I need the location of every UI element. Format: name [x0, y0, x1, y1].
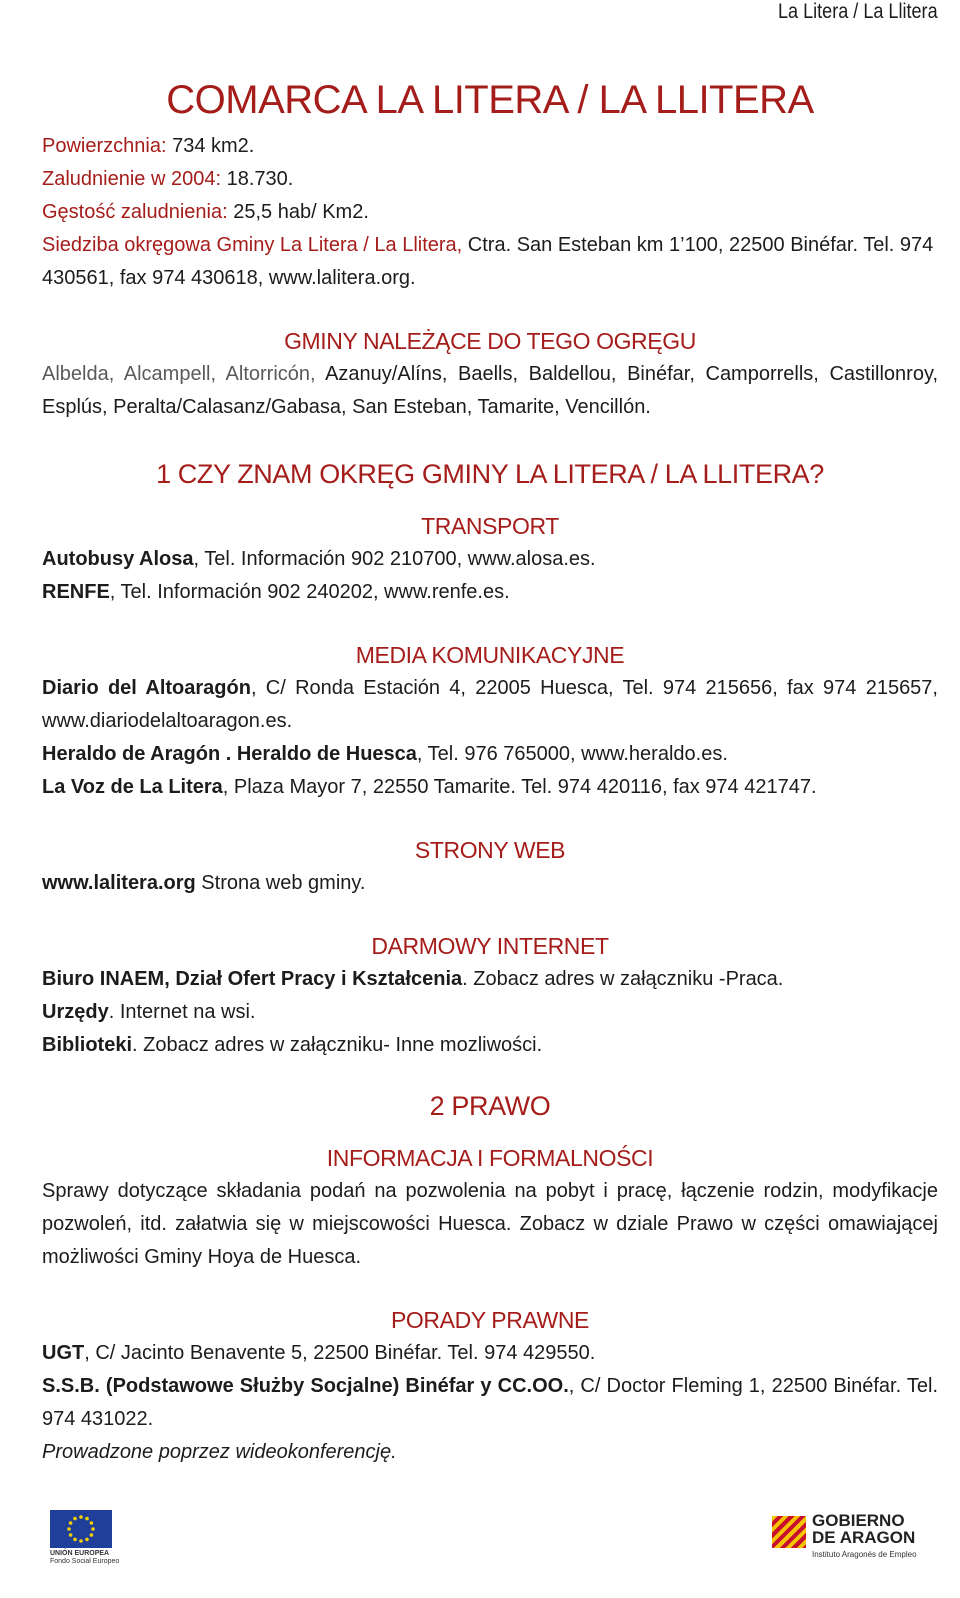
- legal-rest-2: , C/ Doctor Fleming 1, 22500 Binéfar. Tel. 974 431022.: [42, 1375, 939, 1430]
- transport-heading: TRANSPORT: [421, 513, 559, 539]
- media-name-1: Diario del Altoaragón: [42, 677, 251, 699]
- legal-name-2: S.S.B. (Podstawowe Służby Socjalne) Binéfar y CC.OO.: [42, 1375, 569, 1397]
- internet-name-2: Urzędy: [42, 1001, 109, 1023]
- internet-line-3: [42, 1029, 938, 1062]
- web-desc: Strona web gminy.: [195, 872, 366, 894]
- municipalities-list-grey: Albelda, Alcampell, Altorricón,: [42, 363, 316, 385]
- eu-line-1: UNIÓN EUROPEA: [50, 1550, 110, 1557]
- gov-line-2: DE ARAGON: [812, 1528, 916, 1547]
- internet-line-1: [42, 963, 938, 996]
- gobierno-aragon-text: [812, 1512, 915, 1546]
- media-heading: MEDIA KOMUNIKACYJNE: [355, 642, 625, 668]
- web-section: [42, 834, 938, 900]
- eu-flag-icon: [50, 1510, 112, 1548]
- gobierno-aragon-logo: [772, 1512, 934, 1568]
- running-header: La Litera / La Llitera: [778, 0, 938, 23]
- media-name-3: La Voz de La Litera: [42, 776, 223, 798]
- section2-heading: 2 PRAWO: [429, 1091, 551, 1121]
- page-title: COMARCA LA LITERA / LA LLITERA: [166, 78, 814, 122]
- internet-name-1: Biuro INAEM, Dział Ofert Pracy i Kształcenia: [42, 968, 463, 990]
- transport-line-2: [42, 576, 938, 609]
- legal-heading: PORADY PRAWNE: [390, 1307, 589, 1333]
- area-value: 734 km2.: [172, 135, 255, 157]
- transport-name-1: Autobusy Alosa: [42, 548, 194, 570]
- legal-line-2: [42, 1370, 938, 1436]
- media-rest-3: , Plaza Mayor 7, 22550 Tamarite. Tel. 974 420116, fax 974 421747.: [222, 776, 817, 798]
- web-line: [42, 867, 365, 900]
- media-line-2: [42, 738, 938, 771]
- media-line-3: [42, 771, 938, 804]
- section1-heading: 1 CZY ZNAM OKRĘG GMINY LA LITERA / LA LLITERA?: [156, 459, 824, 489]
- seat-line: [42, 229, 938, 295]
- internet-rest-1: . Zobacz adres w załączniku -Praca.: [462, 968, 784, 990]
- legal-note: Prowadzone poprzez wideokonferencję.: [42, 1441, 397, 1463]
- seat-value: Ctra. San Esteban km 1’100, 22500 Binéfar. Tel. 974 430561, fax 974 430618, www.lalitera.org.: [42, 234, 934, 289]
- media-rest-2: , Tel. 976 765000, www.heraldo.es.: [416, 743, 728, 765]
- transport-name-2: RENFE: [42, 581, 110, 603]
- density-label: Gęstość zaludnienia:: [42, 201, 228, 223]
- area-line: [42, 130, 938, 163]
- formalities-heading: INFORMACJA I FORMALNOŚCI: [326, 1145, 654, 1171]
- content: [42, 72, 938, 1469]
- population-label: Zaludnienie w 2004:: [42, 168, 222, 190]
- media-name-2: Heraldo de Aragón . Heraldo de Huesca: [42, 743, 417, 765]
- municipalities-heading: GMINY NALEŻĄCE DO TEGO OGRĘGU: [284, 328, 696, 354]
- eu-text: [50, 1550, 132, 1566]
- gov-line-1: GOBIERNO: [812, 1511, 905, 1530]
- eu-logo: [50, 1510, 132, 1566]
- transport-line-1: [42, 543, 938, 576]
- formalities-text: Sprawy dotyczące składania podań na pozwolenia na pobyt i pracę, łączenie rodzin, modyfikacje pozwoleń, itd. załatwia się w miejscowości Huesca. Zobacz w dziale Prawo w części omawiającej możliwości Gminy Hoya de Huesca.: [42, 1180, 938, 1268]
- legal-line-1: [42, 1337, 938, 1370]
- web-url: www.lalitera.org: [42, 872, 196, 894]
- area-label: Powierzchnia:: [42, 135, 167, 157]
- transport-rest-1: , Tel. Información 902 210700, www.alosa.es.: [193, 548, 596, 570]
- internet-name-3: Biblioteki: [42, 1034, 133, 1056]
- legal-rest-1: , C/ Jacinto Benavente 5, 22500 Binéfar. Tel. 974 429550.: [84, 1342, 596, 1364]
- gov-subtitle: Instituto Aragonés de Empleo: [812, 1550, 917, 1559]
- municipalities-list: [42, 358, 938, 424]
- legal-name-1: UGT: [42, 1342, 85, 1364]
- internet-heading: DARMOWY INTERNET: [371, 933, 609, 959]
- internet-line-2: [42, 996, 938, 1029]
- info-block: [42, 130, 938, 295]
- population-value: 18.730.: [226, 168, 294, 190]
- eu-line-2: Fondo Social Europeo: [50, 1558, 120, 1565]
- media-line-1: [42, 672, 938, 738]
- web-heading: STRONY WEB: [414, 837, 566, 863]
- aragon-flag-icon: [772, 1516, 806, 1548]
- media-rest-1: , C/ Ronda Estación 4, 22005 Huesca, Tel. 974 215656, fax 974 215657, www.diariodelaltoaragon.es.: [42, 677, 938, 732]
- municipalities-list-rest: Azanuy/Alíns, Baells, Baldellou, Binéfar, Camporrells, Castillonroy, Esplús, Peralta/Calasanz/Gabasa, San Esteban, Tamarite, Vencillón.: [42, 363, 939, 418]
- internet-rest-3: . Zobacz adres w załączniku- Inne mozliwości.: [132, 1034, 543, 1056]
- density-value: 25,5 hab/ Km2.: [233, 201, 369, 223]
- seat-label: Siedziba okręgowa Gminy La Litera / La Llitera,: [42, 234, 463, 256]
- population-line: [42, 163, 938, 196]
- transport-rest-2: , Tel. Información 902 240202, www.renfe.es.: [109, 581, 510, 603]
- density-line: [42, 196, 938, 229]
- internet-rest-2: . Internet na wsi.: [108, 1001, 256, 1023]
